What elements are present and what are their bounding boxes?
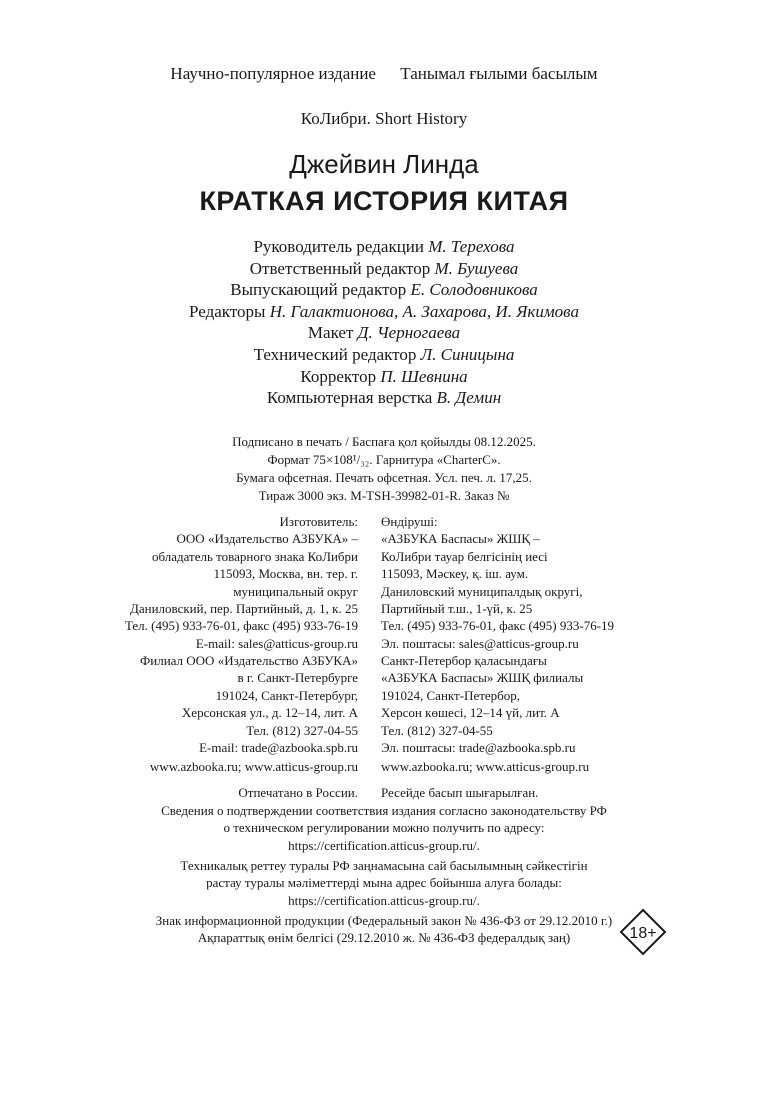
manufacturer-kz-line: Өндіруші:: [381, 514, 438, 529]
credit-name: В. Демин: [436, 388, 502, 408]
signed-date: Подписано в печать / Баспаға қол қойылды 08.12.2025.: [232, 434, 536, 449]
age-rating-badge: [619, 908, 667, 956]
credit-role: Макет: [307, 323, 354, 343]
conformity-note-kz: [0, 857, 768, 909]
credit-line: [0, 366, 768, 388]
branch-ru-line: в г. Санкт-Петербурге: [237, 670, 358, 686]
conformity-kz-line: растау туралы мәліметтерді мына адрес бойынша алуға болады:: [206, 875, 562, 891]
paper: Бумага офсетная. Печать офсетная. Усл. печ. л. 17,25.: [236, 470, 532, 485]
credit-role: Технический редактор: [253, 344, 421, 364]
credit-line: [0, 236, 768, 258]
branch-kz-email: Эл. поштасы: trade@azbooka.spb.ru: [381, 740, 576, 756]
manufacturer-kz-email: Эл. поштасы: sales@atticus-group.ru: [381, 635, 579, 651]
manufacturer-kz-line: 115093, Мәскеу, қ. іш. аум.: [381, 566, 529, 582]
conformity-kz-url: https://certification.atticus-group.ru/.: [288, 892, 480, 908]
conformity-ru-line: о техническом регулировании можно получить по адресу:: [223, 820, 545, 836]
credit-line: [0, 387, 768, 409]
info-mark-ru: Знак информационной продукции (Федеральный закон № 436-ФЗ от 29.12.2010 г.): [155, 913, 613, 928]
branch-ru-line: 191024, Санкт-Петербург,: [215, 687, 358, 703]
editorial-credits: [0, 236, 768, 409]
branch-ru-email: E-mail: trade@azbooka.spb.ru: [199, 740, 358, 756]
credit-name: Е. Солодовникова: [410, 280, 538, 300]
credit-line: [0, 279, 768, 301]
credit-role: Редакторы: [189, 301, 266, 321]
conformity-ru-line: Сведения о подтверждении соответствия издания согласно законодательству РФ: [161, 803, 607, 818]
edition-type-ru: Научно-популярное издание: [170, 64, 376, 83]
manufacturer-ru-line: 115093, Москва, вн. тер. г.: [213, 566, 358, 582]
branch-kz-line: Тел. (812) 327-04-55: [381, 722, 493, 738]
credit-name: П. Шевнина: [380, 366, 468, 386]
manufacturer-kz: [381, 513, 614, 652]
branch-kz: [381, 652, 583, 756]
credit-role: Руководитель редакции: [253, 237, 425, 256]
branch-ru-line: Херсонская ул., д. 12–14, лит. А: [181, 705, 358, 721]
manufacturer-ru-line: Изготовитель:: [279, 514, 358, 529]
conformity-ru-url: https://certification.atticus-group.ru/.: [288, 837, 480, 853]
manufacturer-kz-line: «АЗБУКА Баспасы» ЖШҚ –: [381, 531, 540, 547]
author-name: Джейвин Линда: [289, 149, 479, 179]
manufacturer-ru-line: Тел. (495) 933-76-01, факс (495) 933-76-19: [124, 618, 358, 634]
credit-role: Компьютерная верстка: [266, 388, 437, 408]
book-title: КРАТКАЯ ИСТОРИЯ КИТАЯ: [199, 186, 569, 216]
credit-role: Корректор: [300, 366, 381, 386]
conformity-kz-line: Техникалық реттеу туралы РФ заңнамасына сай басылымның сәйкестігін: [180, 858, 588, 873]
credit-line: [0, 322, 768, 344]
manufacturer-ru: [125, 513, 358, 652]
websites-ru: www.azbooka.ru; www.atticus-group.ru: [149, 759, 358, 774]
credit-line: [0, 301, 768, 323]
credit-line: [0, 344, 768, 366]
manufacturer-kz-line: КоЛибри тауар белгісінің иесі: [381, 548, 548, 564]
age-rating-label: 18+: [629, 925, 657, 942]
manufacturer-kz-line: Даниловский муниципалдық округі,: [381, 583, 583, 599]
branch-kz-line: Санкт-Петербор қаласындағы: [381, 653, 547, 668]
credit-name: Д. Черногаева: [357, 323, 461, 343]
manufacturer-ru-line: Даниловский, пер. Партийный, д. 1, к. 25: [130, 601, 358, 617]
info-mark-kz: Ақпараттық өнім белгісі (29.12.2010 ж. № 436-ФЗ федералдық заң): [197, 930, 571, 946]
conformity-note-ru: [0, 802, 768, 854]
credit-name: М. Бушуева: [434, 258, 519, 278]
websites-kz: www.azbooka.ru; www.atticus-group.ru: [381, 759, 590, 774]
edition-type: [0, 64, 768, 84]
credit-name: Н. Галактионова, А. Захарова, И. Якимова: [269, 301, 579, 321]
credit-name: М. Терехова: [428, 237, 515, 256]
edition-type-kz: Танымал ғылыми басылым: [400, 64, 598, 83]
manufacturer-kz-line: Тел. (495) 933-76-01, факс (495) 933-76-19: [381, 618, 615, 634]
branch-kz-line: 191024, Санкт-Петербор,: [381, 687, 521, 703]
credit-name: Л. Синицына: [420, 344, 515, 364]
series-name: КоЛибри. Short History: [300, 109, 468, 128]
credit-role: Ответственный редактор: [249, 258, 431, 278]
printed-in-kz: Ресейде басып шығарылған.: [381, 785, 539, 800]
manufacturer-kz-line: Партийный т.ш., 1-үй, к. 25: [381, 601, 533, 617]
manufacturer-ru-email: E-mail: sales@atticus-group.ru: [195, 635, 358, 651]
printed-in-ru: Отпечатано в России.: [238, 785, 358, 800]
credit-role: Выпускающий редактор: [230, 280, 407, 300]
branch-ru-line: Тел. (812) 327-04-55: [246, 722, 358, 738]
manufacturer-ru-line: ООО «Издательство АЗБУКА» –: [176, 531, 358, 547]
print-details: [0, 433, 768, 505]
manufacturer-ru-line: обладатель товарного знака КоЛибри: [151, 548, 358, 564]
branch-ru: [140, 652, 358, 756]
branch-kz-line: «АЗБУКА Баспасы» ЖШҚ филиалы: [381, 670, 584, 686]
format: Формат 75×108¹/₃₂. Гарнитура «CharterC».: [267, 452, 501, 467]
branch-kz-line: Херсон көшесі, 12–14 үй, лит. А: [381, 705, 560, 721]
credit-line: [0, 258, 768, 280]
branch-ru-line: Филиал ООО «Издательство АЗБУКА»: [139, 653, 358, 668]
manufacturer-ru-line: муниципальный округ: [233, 583, 358, 599]
print-run: Тираж 3000 экз. M-TSH-39982-01-R. Заказ №: [258, 488, 510, 503]
